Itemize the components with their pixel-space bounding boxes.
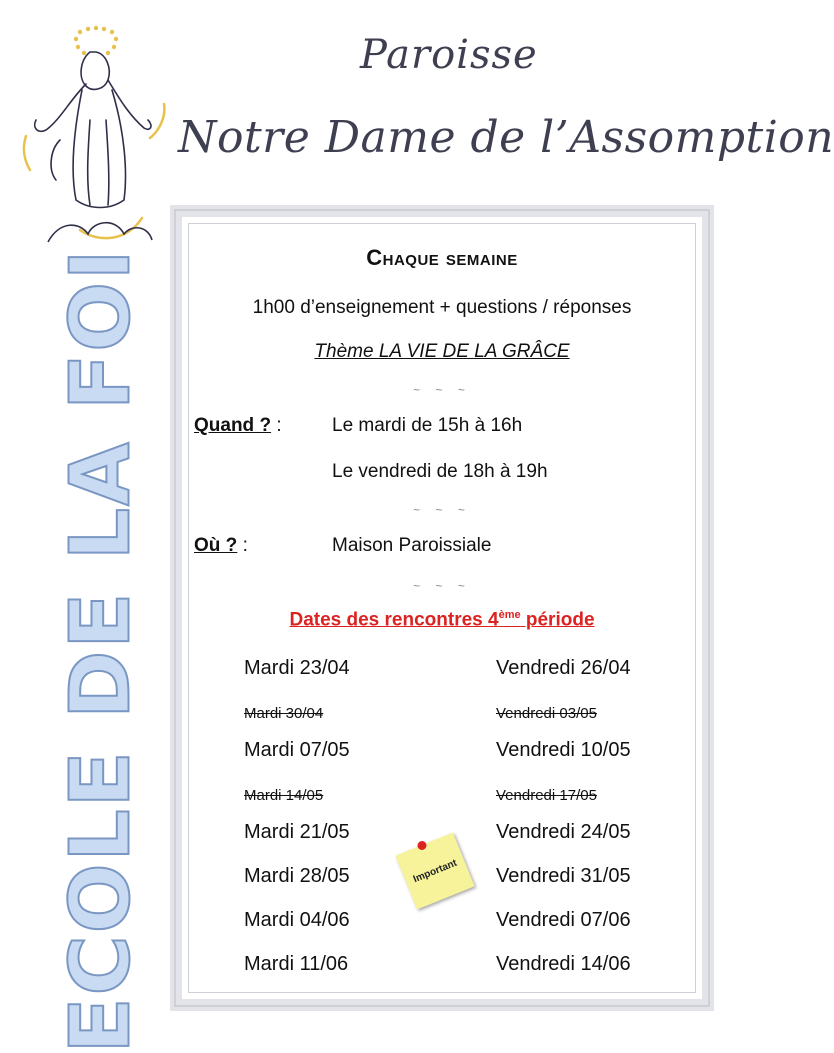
separator-1: ~ ~ ~ [413, 383, 471, 397]
virgin-mary-illustration [20, 20, 170, 260]
vendredi-date-4: Vendredi 24/05 [496, 821, 631, 843]
separator-3: ~ ~ ~ [413, 579, 471, 593]
vendredi-date-5: Vendredi 31/05 [496, 865, 631, 887]
heading-chaque-semaine: Chaque semaine [366, 245, 518, 270]
cancelled-mardi-date-3: Mardi 14/05 [244, 787, 324, 804]
pushpin-icon [416, 840, 428, 852]
cancelled-vendredi-date-3: Vendredi 17/05 [496, 787, 597, 804]
quand-label-group [194, 415, 282, 437]
dates-title-sup: ème [498, 609, 521, 621]
cancelled-mardi-date-1: Mardi 30/04 [244, 705, 324, 722]
quand-value-2: Le vendredi de 18h à 19h [332, 461, 548, 482]
important-sticky-note [395, 832, 474, 909]
quand-colon: : [276, 415, 282, 436]
theme-line: Thème LA VIE DE LA GRÂCE [314, 341, 570, 362]
parish-title-line2: Notre Dame de l’Assomption [178, 112, 834, 163]
quand-value-1: Le mardi de 15h à 16h [332, 415, 523, 436]
vendredi-date-7: Vendredi 14/06 [496, 953, 631, 975]
ou-colon: : [242, 535, 248, 556]
cancelled-vendredi-date-1: Vendredi 03/05 [496, 705, 597, 722]
mardi-date-0: Mardi 23/04 [244, 657, 350, 679]
content-area [182, 217, 702, 999]
mardi-date-2: Mardi 07/05 [244, 739, 350, 761]
mardi-date-7: Mardi 11/06 [244, 953, 349, 975]
parish-title-line1: Paroisse [360, 32, 538, 78]
ou-label-group [194, 535, 248, 557]
dates-title-prefix: Dates des rencontres 4 [289, 609, 499, 631]
vendredi-date-6: Vendredi 07/06 [496, 909, 631, 931]
dates-title [182, 609, 702, 631]
vendredi-date-0: Vendredi 26/04 [496, 657, 631, 679]
teaching-description: 1h00 d’enseignement + questions / réponses [252, 297, 632, 318]
content-frame [170, 205, 714, 1011]
ou-label: Où ? [194, 535, 238, 556]
mardi-date-4: Mardi 21/05 [244, 821, 350, 843]
vendredi-date-2: Vendredi 10/05 [496, 739, 631, 761]
mardi-date-5: Mardi 28/05 [244, 865, 350, 887]
dates-title-suffix: période [520, 609, 595, 631]
sticky-note-label: Important [411, 857, 459, 885]
ou-value: Maison Paroissiale [332, 535, 492, 556]
side-title-text: ECOLE DE LA FOI [53, 247, 149, 1053]
quand-label: Quand ? [194, 415, 272, 436]
separator-2: ~ ~ ~ [413, 503, 471, 517]
mardi-date-6: Mardi 04/06 [244, 909, 350, 931]
side-title [53, 247, 149, 1053]
